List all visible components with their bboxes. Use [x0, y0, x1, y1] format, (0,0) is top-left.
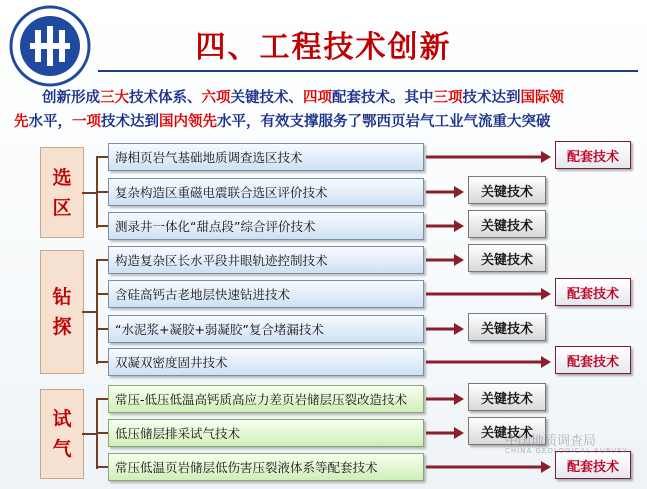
category-char: 试	[52, 408, 72, 430]
intro-run: 六项	[201, 90, 231, 106]
key-tech-tag: 关键技术	[468, 417, 546, 445]
tech-item: 低压储层排采试气技术	[108, 419, 424, 447]
intro-run: 三项	[433, 90, 463, 106]
intro-run: 技术达到	[101, 114, 159, 130]
intro-run: 国内领先	[159, 114, 217, 130]
intro-run: 国际领	[520, 90, 564, 106]
page-title: 四、工程技术创新	[195, 30, 452, 65]
key-tech-tag: 关键技术	[468, 176, 546, 204]
category-char: 气	[52, 438, 72, 460]
arrow-head-icon	[541, 151, 551, 163]
tech-item: 含硅高钙古老地层快速钻进技术	[108, 280, 424, 308]
tech-item: 测录井一体化“甜点段”综合评价技术	[108, 212, 424, 240]
arrow-head-icon	[541, 356, 551, 368]
tech-item: 常压低温页岩储层低伤害压裂液体系等配套技术	[108, 453, 424, 481]
arrow-head-icon	[541, 288, 551, 300]
key-tech-tag: 关键技术	[468, 383, 546, 411]
category-char: 钻	[52, 286, 72, 308]
intro-run: 三大	[100, 90, 129, 106]
tech-item: 常压-低压低温高钙质高应力差页岩储层压裂改造技术	[108, 385, 424, 413]
intro-run: 先	[14, 114, 29, 130]
tech-item: 构造复杂区长水平段井眼轨迹控制技术	[108, 246, 424, 274]
category-char: 选	[52, 166, 72, 189]
intro-run: 配套技术。其中	[332, 90, 434, 106]
intro-run: 四项	[303, 90, 332, 106]
intro-run: 一项	[72, 114, 101, 130]
tech-item: “水泥浆+凝胶+弱凝胶”复合堵漏技术	[108, 315, 424, 343]
arrow-head-icon	[454, 393, 464, 405]
supporting-tech-tag: 配套技术	[555, 346, 631, 374]
intro-run: 关键技术、	[230, 90, 303, 106]
arrow-head-icon	[541, 461, 551, 473]
intro-run: 技术达到	[462, 90, 521, 106]
intro-run: 创新形成	[42, 90, 100, 106]
intro-run: 水平，有效支撑服务了鄂西页岩气工业气流重大突破	[217, 114, 551, 130]
watermark-cn: 中国地质调查局	[505, 434, 597, 449]
arrow-head-icon	[454, 427, 464, 439]
tech-item: 双凝双密度固井技术	[108, 348, 424, 376]
watermark-en: CHINA GEOLOGICAL SURVEY	[505, 447, 628, 455]
key-tech-tag: 关键技术	[468, 313, 546, 341]
tech-item: 复杂构造区重磁电震联合选区评价技术	[108, 178, 424, 206]
arrow-head-icon	[454, 186, 464, 198]
supporting-tech-tag: 配套技术	[555, 141, 631, 169]
key-tech-tag: 关键技术	[468, 244, 546, 272]
intro-run: 技术体系、	[129, 90, 202, 106]
arrow-head-icon	[454, 323, 464, 335]
intro-run: 水平，	[28, 114, 72, 130]
arrow-head-icon	[454, 254, 464, 266]
supporting-tech-tag: 配套技术	[555, 278, 631, 306]
key-tech-tag: 关键技术	[468, 210, 546, 238]
category-char: 区	[52, 196, 72, 219]
tech-item: 海相页岩气基础地质调查选区技术	[108, 143, 424, 171]
supporting-tech-tag: 配套技术	[555, 451, 631, 479]
category-char: 探	[52, 316, 72, 338]
arrow-head-icon	[454, 220, 464, 232]
